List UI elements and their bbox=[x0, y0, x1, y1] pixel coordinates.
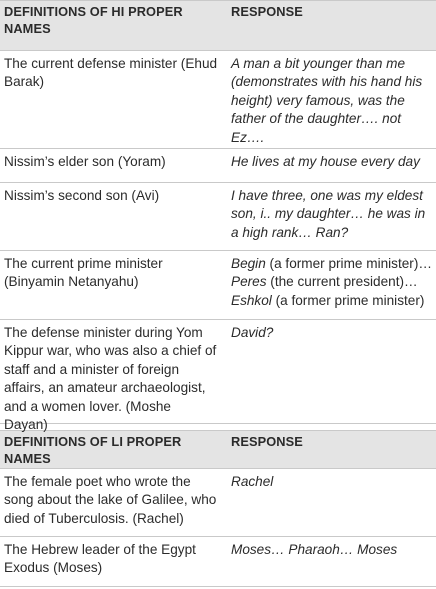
table-row bbox=[0, 51, 436, 149]
response-note: (a former prime minister)… bbox=[265, 256, 432, 271]
definition-cell: The current prime minister (Binyamin Netanyahu) bbox=[4, 256, 163, 290]
response-cell: A man a bit younger than me (demonstrates with his hand his height) very famous, was the father of the daughter…. not Ez…. bbox=[231, 56, 423, 145]
response-cell: David? bbox=[231, 325, 274, 340]
li-header-row bbox=[0, 430, 436, 469]
hi-header-row bbox=[0, 0, 436, 51]
response-name: Eshkol bbox=[231, 292, 272, 308]
response-cell: Moses… Pharaoh… Moses bbox=[231, 542, 398, 557]
table-row bbox=[0, 320, 436, 433]
li-response-header: RESPONSE bbox=[231, 434, 303, 449]
table-row bbox=[0, 149, 436, 183]
response-name: Begin bbox=[231, 256, 266, 271]
definition-cell: The female poet who wrote the song about the lake of Galilee, who died of Tuberculosis. (Rachel) bbox=[4, 474, 217, 526]
table-row bbox=[0, 469, 436, 537]
response-note: (a former prime minister) bbox=[271, 292, 425, 308]
definition-cell: The current defense minister (Ehud Barak) bbox=[4, 56, 218, 90]
definition-cell: The defense minister during Yom Kippur war, who was also a chief of staff and a minister of foreign affairs, an amateur archaeologist, and a women lover. (Moshe Dayan) bbox=[4, 325, 217, 433]
response-cell bbox=[222, 251, 436, 319]
definition-cell: Nissim’s second son (Avi) bbox=[4, 188, 160, 203]
response-line bbox=[231, 273, 432, 291]
table-row bbox=[0, 183, 436, 251]
hi-definitions-header: DEFINITIONS OF HI PROPER NAMES bbox=[4, 4, 183, 36]
table-row bbox=[0, 537, 436, 587]
hi-response-header: RESPONSE bbox=[231, 4, 303, 19]
response-cell: He lives at my house every day bbox=[231, 154, 420, 169]
response-cell: Rachel bbox=[231, 474, 274, 489]
definition-cell: The Hebrew leader of the Egypt Exodus (Moses) bbox=[4, 542, 196, 576]
li-definitions-header: DEFINITIONS OF LI PROPER NAMES bbox=[4, 434, 182, 466]
table-row bbox=[0, 251, 436, 320]
response-name: Peres bbox=[231, 274, 267, 290]
response-note: (the current president)… bbox=[266, 274, 418, 290]
response-line bbox=[231, 255, 432, 273]
response-cell: I have three, one was my eldest son, i.. my daughter… he was in a high rank… Ran? bbox=[231, 188, 426, 240]
response-line bbox=[231, 292, 432, 310]
definition-cell: Nissim’s elder son (Yoram) bbox=[4, 154, 166, 169]
